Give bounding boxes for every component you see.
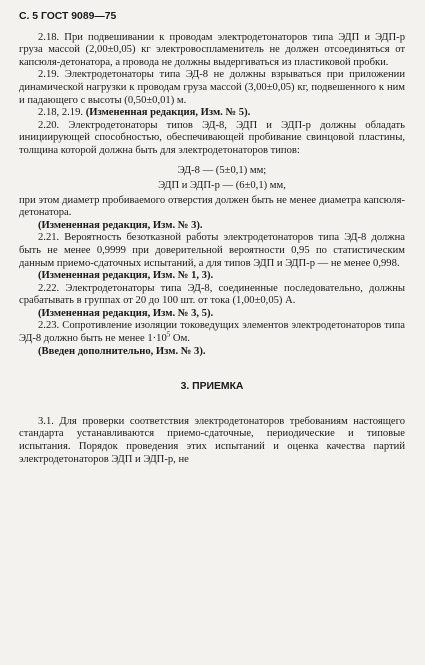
clause-ref: 2.18, 2.19. <box>38 107 84 119</box>
formula-edp: ЭДП и ЭДП-р — (6±0,1) мм, <box>158 179 286 191</box>
clause-2-20-change-note: (Измененная редакция, Изм. № 3). <box>38 219 203 231</box>
clause-2-21-change-note: (Измененная редакция, Изм. № 1, 3). <box>38 270 214 282</box>
clause-2-18: 2.18. При подвешивании к проводам электродетонаторов типа ЭДП и ЭДП-р груза массой (2,00±0,05) кг электровоспламенитель не должен отсоединяться от капсюля-детонатора, а провода не должны выдергиваться из пластиковой пробки. <box>19 31 405 68</box>
clause-2-19: 2.19. Электродетонаторы типа ЭД-8 не должны взрываться при приложении динамической нагрузки к проводам груза массой (3,00±0,05) кг, подвешенного к ним и падающего с высоты (0,50±0,01) м. <box>19 69 405 106</box>
document-page <box>19 11 405 466</box>
change-note: (Измененная редакция, Изм. № 5). <box>85 107 251 119</box>
clause-2-22-change-note: (Измененная редакция, Изм. № 3, 5). <box>38 307 214 319</box>
page-header: С. 5 ГОСТ 9089—75 <box>19 11 117 22</box>
clause-3-1: 3.1. Для проверки соответствия электродетонаторов требованиям настоящего стандарта устанавливаются приемо-сдаточные, периодические и типовые испытания. Порядок проведения этих испытаний и оценка качества партий электродетонаторов ЭДП и ЭДП-р, не <box>19 415 405 465</box>
clause-2-23 <box>19 320 405 345</box>
clause-2-20-tail: при этом диаметр пробиваемого отверстия должен быть не менее диаметра капсюля-детонатора. <box>19 194 405 219</box>
clause-2-22: 2.22. Электродетонаторы типа ЭД-8, соединенные последовательно, должны срабатывать в группах от 20 до 100 шт. от тока (1,00±0,05) А. <box>19 282 405 307</box>
clause-2-23-change-note: (Введен дополнительно, Изм. № 3). <box>38 345 206 357</box>
section-title: 3. ПРИЕМКА <box>180 381 244 393</box>
exponent: 5 <box>166 330 171 339</box>
clause-2-23-text: 2.23. Сопротивление изоляции токоведущих элементов электродетонаторов типа ЭД-8 должно быть не менее 1·10 <box>19 320 405 345</box>
formula-ed8: ЭД-8 — (5±0,1) мм; <box>177 164 267 176</box>
clause-2-18-2-19-change-note <box>19 107 405 120</box>
thickness-formula <box>39 163 405 193</box>
unit: Ом. <box>170 333 190 345</box>
clause-2-21: 2.21. Вероятность безотказной работы электродетонаторов типа ЭД-8 должна быть не менее 0,9999 при доверительной вероятности 0,95 по статистическим данным приемо-сдаточных испытаний, а для типов ЭДП и ЭДП-р — не менее 0,998. <box>19 232 405 269</box>
clause-2-20: 2.20. Электродетонаторы типов ЭД-8, ЭДП и ЭДП-р должны обладать инициирующей способностью, обеспечивающей пробивание свинцовой пластины, толщина которой должна быть для электродетонаторов типов: <box>19 119 405 156</box>
